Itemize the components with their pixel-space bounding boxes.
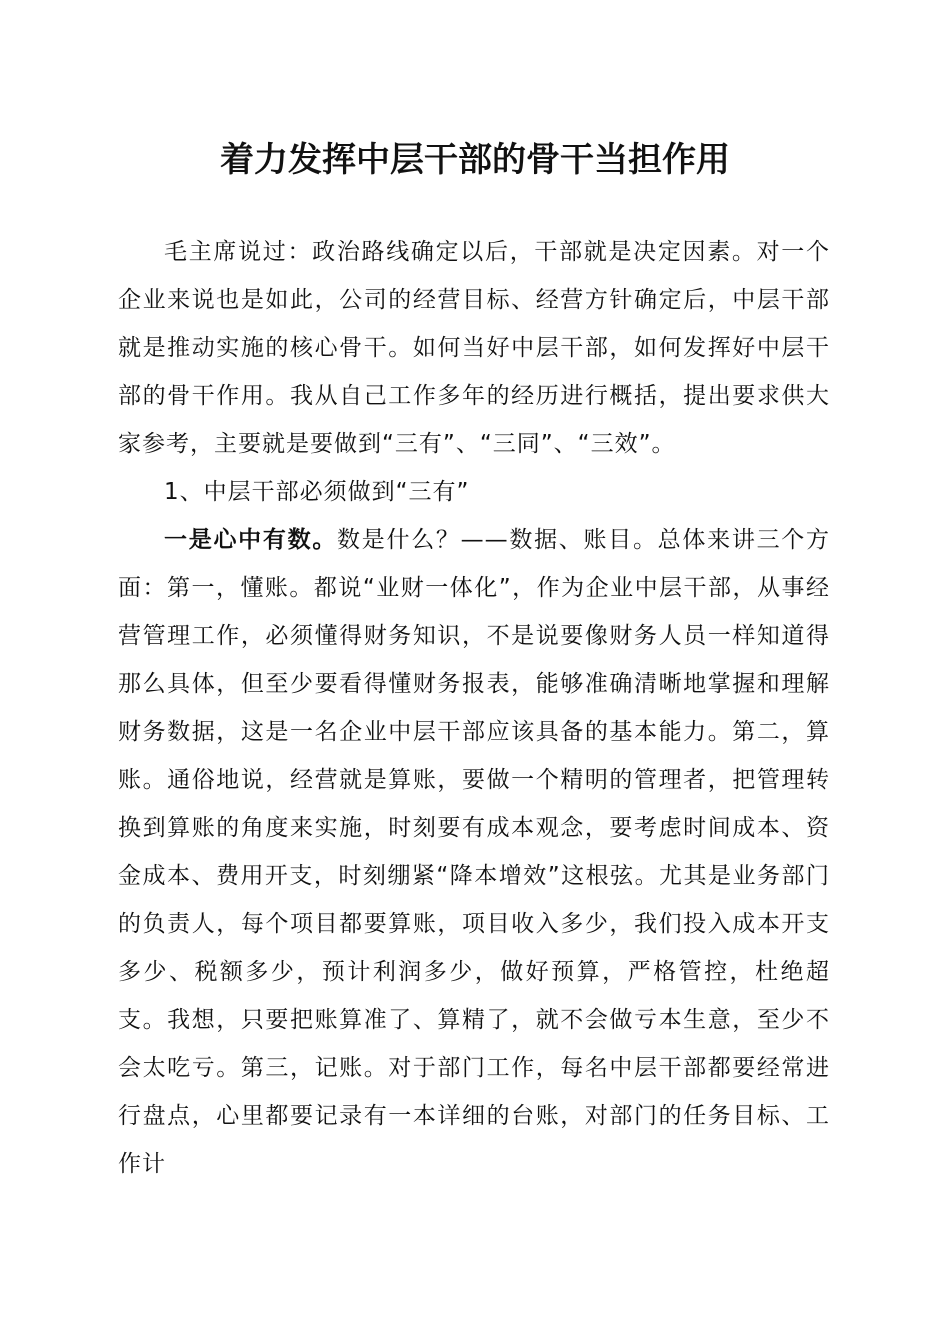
paragraph-intro: 毛主席说过：政治路线确定以后，干部就是决定因素。对一个企业来说也是如此，公司的经营目标、经营方针确定后，中层干部就是推动实施的核心骨干。如何当好中层干部，如何发挥好中层干部的骨干作用。我从自己工作多年的经历进行概括，提出要求供大家参考，主要就是要做到“三有”、“三同”、“三效”。 xyxy=(118,239,830,457)
paragraph-point-one-text: 数是什么？——数据、账目。总体来讲三个方面：第一，懂账。都说“业财一体化”，作为企业中层干部，从事经营管理工作，必须懂得财务知识，不是说要像财务人员一样知道得那么具体，但至少要看得懂财务报表，能够准确清晰地掌握和理解财务数据，这是一名企业中层干部应该具备的基本能力。第二，算账。通俗地说，经营就是算账，要做一个精明的管理者，把管理转换到算账的角度来实施，时刻要有成本观念，要考虑时间成本、资金成本、费用开支，时刻绷紧“降本增效”这根弦。尤其是业务部门的负责人，每个项目都要算账，项目收入多少，我们投入成本开支多少、税额多少，预计利润多少，做好预算，严格管控，杜绝超支。我想，只要把账算准了、算精了，就不会做亏本生意，至少不会太吃亏。第三，记账。对于部门工作，每名中层干部都要经常进行盘点，心里都要记录有一本详细的台账，对部门的任务目标、工作计 xyxy=(118,527,831,1177)
section-heading-three-haves: 1、中层干部必须做到“三有” xyxy=(164,479,470,505)
document-body xyxy=(118,228,830,1188)
paragraph-lead-phrase: 一是心中有数。 xyxy=(164,527,338,553)
document-title: 着力发挥中层干部的骨干当担作用 xyxy=(220,140,730,180)
paragraph-point-one xyxy=(118,516,830,1188)
